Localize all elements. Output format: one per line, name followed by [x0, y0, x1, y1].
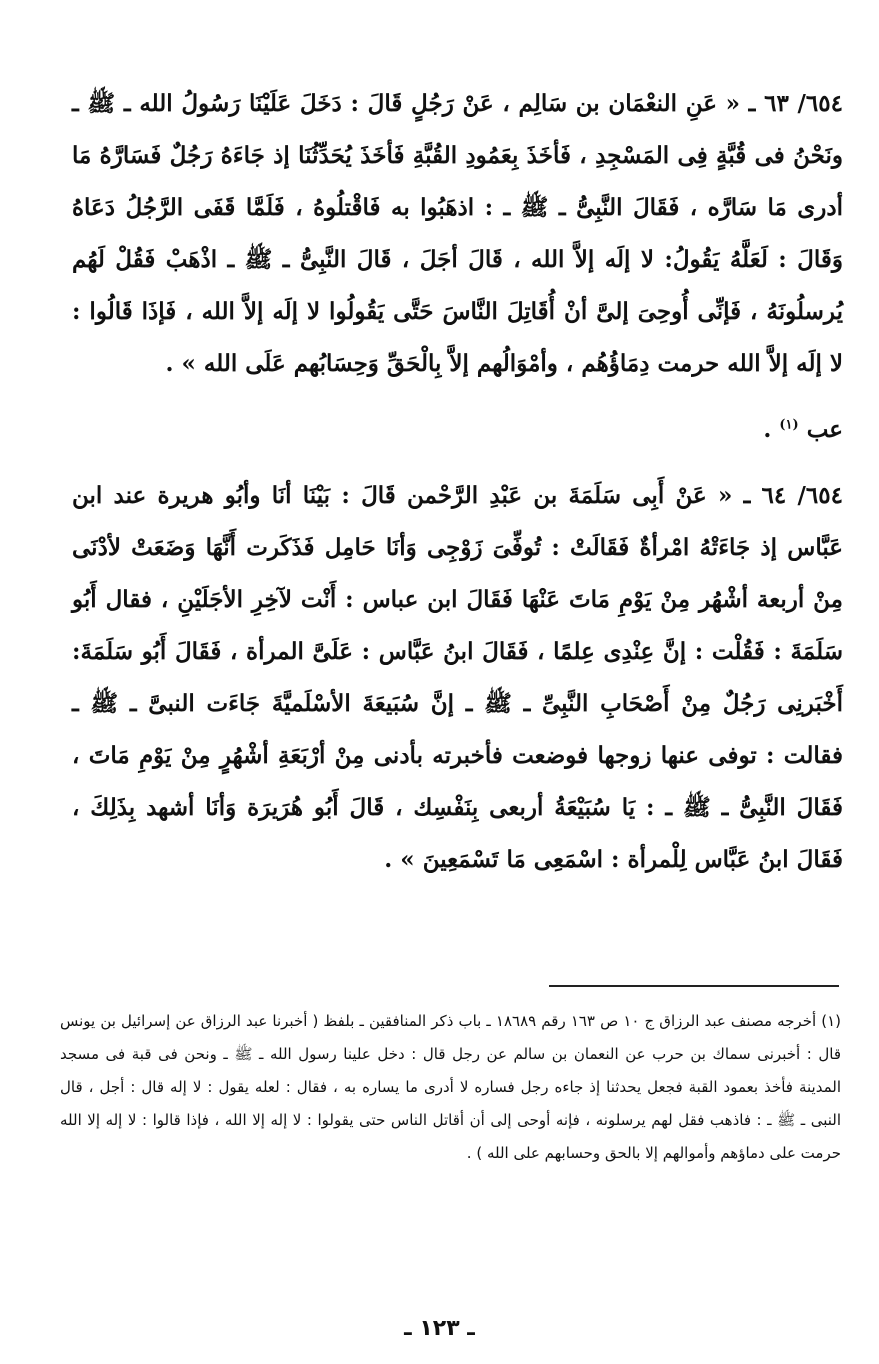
source-end-mark: .: [763, 416, 772, 443]
hadith-paragraph-64: ٦٥٤/ ٦٤ ـ « عَنْ أَبِى سَلَمَةَ بن عَبْدِ الرَّحْمن قَالَ : بَيْنَا أنَا وأبُو هريرة عند ابن عَبَّاس إذ جَاءَتْهُ امْرأةٌ فَقَالَتْ : تُوفِّىَ زَوْجِى وَأنَا حَامِل فَذَكَرت أَنَّهَا وَضَعَتْ لأدْنَى مِنْ أربعة أشْهُر مِنْ يَوْمِ مَاتَ عَنْهَا فَقَالَ ابن عباس : أَنْت لآخِرِ الأجَلَيْنِ ، فقال أَبُو سَلَمَةَ : فَقُلْت : إنَّ عِنْدِى عِلمًا ، فَقَالَ ابنُ عَبَّاس : عَلَىَّ المرأة ، فَقَالَ أَبُو سَلَمَةَ: أَخْبَرنِى رَجُلٌ مِنْ أَصْحَابِ النَّبِىِّ ـ ﷺ ـ إنَّ سُبَيعَةَ الأسْلَميَّةَ جَاءَت النبىَّ ـ ﷺ ـ فقالت : توفى عنها زوجها فوضعت فأخبرته بأدنى مِنْ أرْبَعَةِ أشْهُرٍ مِنْ يَوْمِ مَاتَ ، فَقَالَ النَّبِىُّ ـ ﷺ ـ : يَا سُبَيْعَةُ أربعى بِنَفْسِك ، قَالَ أَبُو هُرَيرَة وَأنَا أشهد بِذَلِكَ ، فَقَالَ ابنُ عَبَّاس لِلْمرأة : اسْمَعِى مَا تَسْمَعِينَ » .: [72, 482, 843, 873]
footnote: [60, 1005, 841, 1170]
footnote-reference: (١): [779, 417, 799, 433]
footnote-divider: [549, 985, 839, 987]
main-text: [72, 78, 843, 886]
hadith-paragraph-63: ٦٥٤/ ٦٣ ـ « عَنِ النعْمَان بن سَالِم ، عَنْ رَجُلٍ قَالَ : دَخَلَ عَلَيْنَا رَسُولُ الله ـ ﷺ ـ ونَحْنُ فى قُبَّةٍ فِى المَسْجِدِ ، فَأخَذَ بِعَمُودِ القُبَّةِ فَأخَذَ يُحَدِّثُنَا إذ جَاءَهُ رَجُلٌ فَسَارَّهُ مَا أدرى مَا سَارَّه ، فَقَالَ النَّبِىُّ ـ ﷺ ـ : اذهَبُوا به فَاقْتلُوهُ ، فَلَمَّا قَفَى الرَّجُلُ دَعَاهُ وَقَالَ : لَعَلَّهُ يَقُولُ: لا إلَه إلاَّ الله ، قَالَ أجَلَ ، قَالَ النَّبِىُّ ـ ﷺ ـ اذْهَبْ فَقُلْ لَهُم يُرسلُونَهُ ، فَإنِّى أُوحِىَ إلىَّ أنْ أُقَاتِلَ النَّاسَ حَتَّى يَقُولُوا لا إلَه إلاَّ الله ، فَإذَا قَالُوا : لا إلَه إلاَّ الله حرمت دِمَاؤُهُم ، وأمْوَالُهم إلاَّ بِالْحَقِّ وَحِسَابُهم عَلَى الله » .: [72, 90, 843, 377]
footnote-text: (١) أخرجه مصنف عبد الرزاق ج ١٠ ص ١٦٣ رقم ١٨٦٨٩ ـ باب ذكر المنافقين ـ بلفظ ( أخبرنا عبد الرزاق عن إسرائيل بن يونس قال : أخبرنى سماك بن حرب عن النعمان بن سالم عن رجل قال : دخل علينا رسول الله ـ ﷺ ـ ونحن فى قبة فى مسجد المدينة فأخذ بعمود القبة فجعل يحدثنا إذ جاءه رجل فساره لا أدرى ما يساره به ، فقال : لعله يقول : لا إله قال : أجل ، قال النبى ـ ﷺ ـ : فاذهب فقل لهم يرسلونه ، فإنه أوحى إلى أن أقاتل الناس حتى يقولوا : لا إله إلا الله ، فإذا قالوا : لا إله إلا الله حرمت على دماؤهم وأموالهم إلا بالحق وحسابهم على الله ) .: [60, 1012, 841, 1162]
source-abbreviation: عب: [806, 416, 843, 443]
hadith-source-line: [72, 404, 843, 456]
page-number: ـ ١٢٣ ـ: [404, 1316, 475, 1341]
